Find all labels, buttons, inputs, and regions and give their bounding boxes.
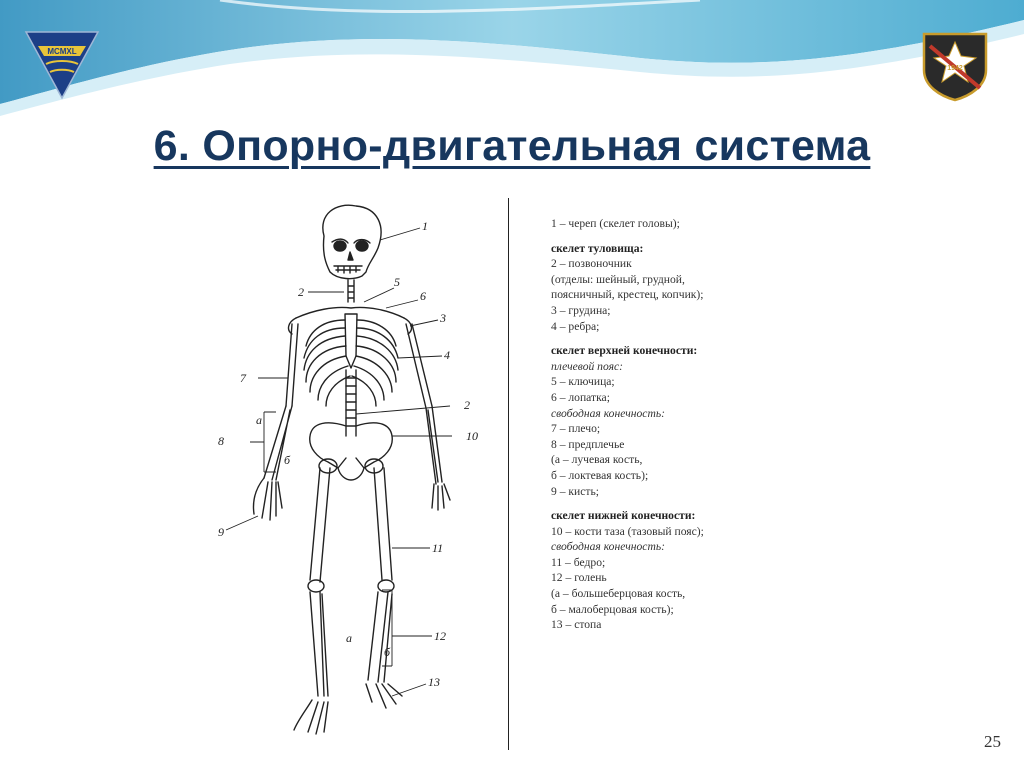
callout-7: 7: [240, 371, 246, 385]
guards-emblem-logo: [916, 26, 994, 104]
legend-item: (отделы: шейный, грудной,: [551, 272, 685, 286]
legend-item: 11 – бедро;: [551, 555, 606, 569]
spine-column: [346, 370, 356, 436]
legend-subheading: плечевой пояс:: [551, 359, 624, 373]
header-wave-decoration: [0, 0, 1024, 120]
legend-item: 7 – плечо;: [551, 422, 601, 436]
academy-emblem-logo: [22, 26, 102, 106]
callout-lines: [226, 228, 452, 696]
callout-10: 10: [466, 429, 478, 443]
ribcage: [304, 320, 398, 406]
callout-2-neck: 2: [298, 285, 304, 299]
right-leg: [366, 468, 402, 708]
legend-item: (а – большеберцовая кость,: [551, 587, 686, 601]
callout-4: 4: [444, 348, 450, 362]
callout-6: 6: [420, 289, 426, 303]
legend-spacer: [551, 334, 811, 340]
callout-2-spine: 2: [464, 398, 470, 412]
legend-item: 13 – стопа: [551, 618, 602, 632]
figure-divider: [508, 198, 509, 750]
legend-item: 8 – предплечье: [551, 437, 625, 451]
legend-item: б – локтевая кость);: [551, 468, 649, 482]
legend-spacer: [551, 499, 811, 505]
legend-heading: скелет верхней конечности:: [551, 344, 698, 358]
logo-right-text: 1942: [947, 65, 963, 72]
legend-subheading: свободная конечность:: [551, 406, 665, 420]
callout-8: 8: [218, 434, 224, 448]
legend-item: 12 – голень: [551, 571, 607, 585]
legend-item: 9 – кисть;: [551, 484, 599, 498]
legend-subheading: свободная конечность:: [551, 540, 665, 554]
legend-item: поясничный, крестец, копчик);: [551, 288, 704, 302]
legend-item: 3 – грудина;: [551, 303, 611, 317]
legend-item: 2 – позвоночник: [551, 257, 632, 271]
callout-8a: а: [256, 413, 262, 427]
skeleton-figure: [206, 196, 820, 754]
legend-item: 6 – лопатка;: [551, 390, 610, 404]
legend-heading: скелет туловища:: [551, 241, 644, 255]
cervical-spine: [348, 280, 354, 302]
callout-9: 9: [218, 525, 224, 539]
legend-list: [551, 216, 811, 633]
page-number: 25: [984, 732, 1001, 751]
callout-12a: а: [346, 631, 352, 645]
callout-8b: б: [284, 453, 291, 467]
legend-spacer: [551, 232, 811, 238]
legend-item: 1 – череп (скелет головы);: [551, 217, 680, 230]
callout-3: 3: [440, 311, 446, 325]
callout-11: 11: [432, 541, 444, 555]
logo-left-text: MCMXL: [47, 47, 77, 56]
legend-item: 4 – ребра;: [551, 319, 600, 333]
clavicles: [296, 307, 404, 318]
sternum: [345, 314, 357, 368]
skeleton-diagram: [206, 196, 506, 754]
legend-item: 5 – ключица;: [551, 375, 615, 389]
legend-item: 10 – кости таза (тазовый пояс);: [551, 524, 704, 538]
legend-item: (а – лучевая кость,: [551, 453, 643, 467]
slide-title: 6. Опорно-двигательная система: [153, 122, 871, 170]
legend-item: б – малоберцовая кость);: [551, 602, 674, 616]
callout-1: 1: [422, 219, 428, 233]
callout-13: 13: [428, 675, 440, 689]
callout-12: 12: [434, 629, 446, 643]
left-leg: [294, 468, 330, 734]
callout-12b: б: [384, 645, 391, 659]
callout-5: 5: [394, 275, 400, 289]
legend-heading: скелет нижней конечности:: [551, 509, 696, 523]
